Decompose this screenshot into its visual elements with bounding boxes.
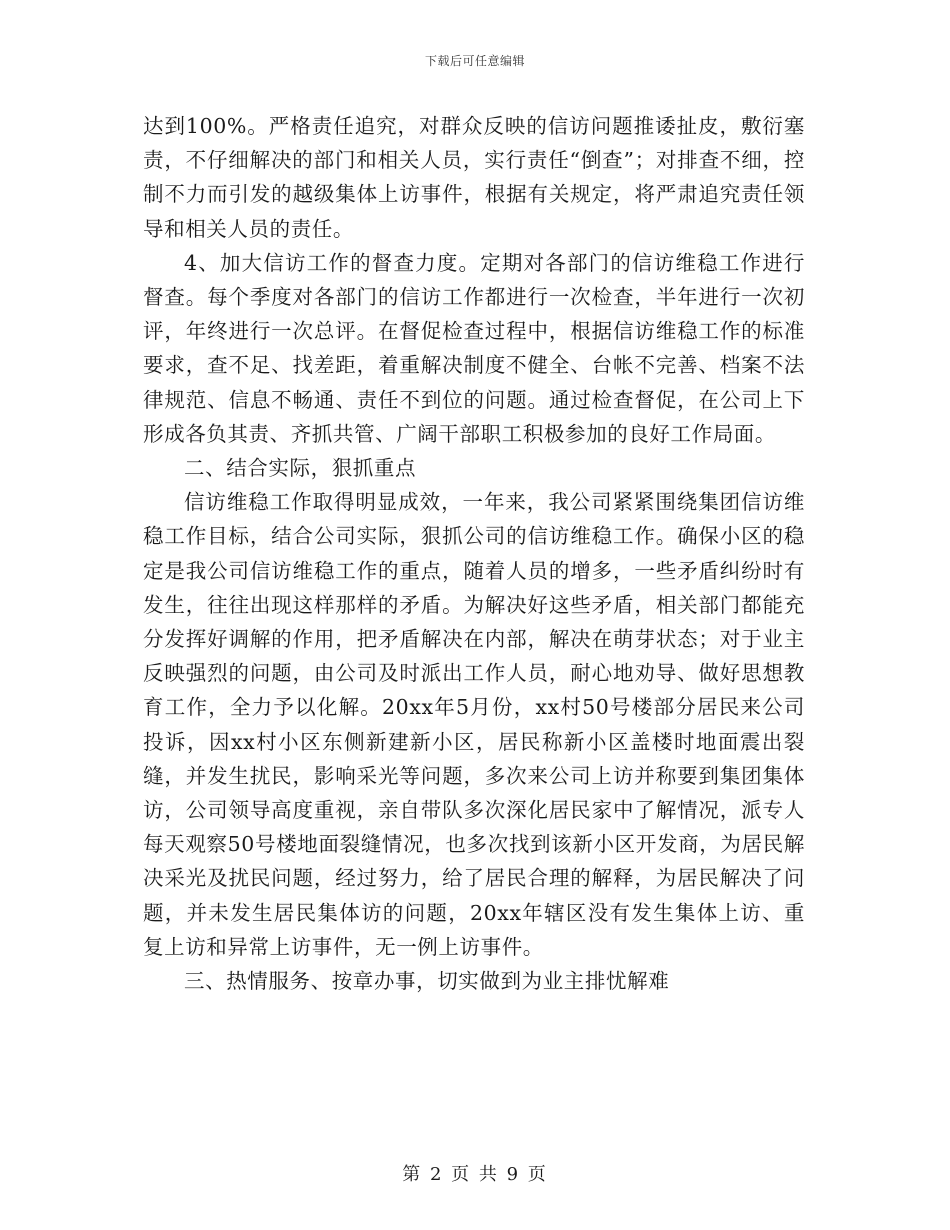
paragraph-supervision: 4、加大信访工作的督查力度。定期对各部门的信访维稳工作进行督查。每个季度对各部门的信访工作都进行一次检查，半年进行一次初评，年终进行一次总评。在督促检查过程中，根据信访维稳工作的标准要求，查不足、找差距，着重解决制度不健全、台帐不完善、档案不法律规范、信息不畅通、责任不到位的问题。通过检查督促，在公司上下形成各负其责、齐抓共管、广阔干部职工积极参加的良好工作局面。 (143, 250, 805, 446)
page-footer: 第 2 页 共 9 页 (402, 1164, 548, 1185)
paragraph-key-work: 信访维稳工作取得明显成效，一年来，我公司紧紧围绕集团信访维稳工作目标，结合公司实际，狠抓公司的信访维稳工作。确保小区的稳定是我公司信访维稳工作的重点，随着人员的增多，一些矛盾纠纷时有发生，往往出现这样那样的矛盾。为解决好这些矛盾，相关部门都能充分发挥好调解的作用，把矛盾解决在内部，解决在萌芽状态；对于业主反映强烈的问题，由公司及时派出工作人员，耐心地劝导、做好思想教育工作，全力予以化解。20xx年5月份，xx村50号楼部分居民来公司投诉，因xx村小区东侧新建新小区，居民称新小区盖楼时地面震出裂缝，并发生扰民，影响采光等问题，多次来公司上访并称要到集团集体访，公司领导高度重视，亲自带队多次深化居民家中了解情况，派专人每天观察50号楼地面裂缝情况，也多次找到该新小区开发商，为居民解决采光及扰民问题，经过努力，给了居民合理的解释，为居民解决了问题，并未发生居民集体访的问题，20xx年辖区没有发生集体上访、重复上访和异常上访事件，无一例上访事件。 (143, 490, 805, 959)
section-heading-3: 三、热情服务、按章办事，切实做到为业主排忧解难 (184, 969, 670, 994)
page-header: 下载后可任意编辑 (424, 54, 525, 68)
document-body (143, 109, 805, 998)
section-heading-2: 二、结合实际，狠抓重点 (184, 456, 417, 481)
paragraph-responsibility: 达到100%。严格责任追究，对群众反映的信访问题推诿扯皮，敷衍塞责，不仔细解决的部门和相关人员，实行责任“倒查”；对排查不细，控制不力而引发的越级集体上访事件，根据有关规定，将严肃追究责任领导和相关人员的责任。 (143, 114, 805, 241)
